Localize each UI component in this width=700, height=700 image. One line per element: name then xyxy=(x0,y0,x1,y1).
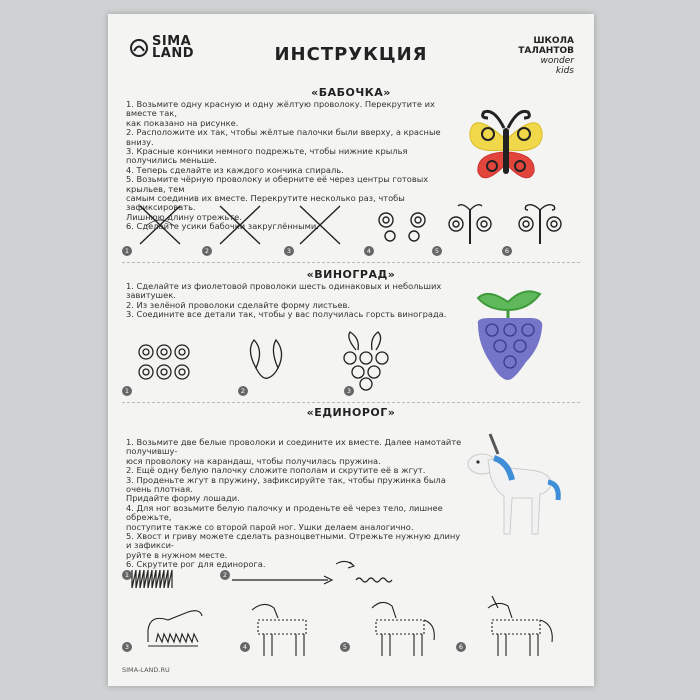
brand-line2: ТАЛАНТОВ xyxy=(518,46,574,56)
butterfly-line: 1. Возьмите одну красную и одну жёлтую проволоку. Перекрутите их вместе так, xyxy=(126,99,435,119)
butterfly-line: как показано на рисунке. xyxy=(126,117,239,128)
grapes-instructions xyxy=(126,282,466,320)
butterfly-step-number: 3 xyxy=(284,246,294,256)
unicorn-step-number: 5 xyxy=(340,642,350,652)
unicorn-line: 3. Проденьте жгут в пружину, зафиксируйте так, чтобы пружинка была очень плотная. xyxy=(126,474,446,495)
butterfly-craft-image xyxy=(464,102,548,194)
unicorn-step-number: 4 xyxy=(240,642,250,652)
unicorn-step-diagrams-bottom xyxy=(128,590,578,662)
grapes-header: «ВИНОГРАД» xyxy=(306,268,396,281)
butterfly-line: 3. Красные кончики немного подрежьте, чтобы нижние крылья получились меньше. xyxy=(126,146,408,166)
butterfly-step-number: 2 xyxy=(202,246,212,256)
butterfly-line: 5. Возьмите чёрную проволоку и оберните её через центры готовых крыльев, тем xyxy=(126,174,429,194)
unicorn-header: «ЕДИНОРОГ» xyxy=(306,406,396,419)
unicorn-line: 1. Возьмите две белые проволоки и соедините их вместе. Далее намотайте получившу- xyxy=(126,437,462,457)
grapes-step-number: 1 xyxy=(122,386,132,396)
logo-line2: LAND xyxy=(152,46,195,61)
brand-logo xyxy=(518,36,574,76)
butterfly-step-diagrams xyxy=(128,200,578,248)
butterfly-line: 4. Теперь сделайте из каждого кончика спираль. xyxy=(126,164,344,175)
butterfly-step-number: 4 xyxy=(364,246,374,256)
divider xyxy=(122,262,580,263)
butterfly-line: самым соединив их вместе. Перекрутите несколько раз, чтобы зафиксировать. xyxy=(126,193,405,213)
unicorn-line: 6. Скрутите рог для единорога. xyxy=(126,559,266,570)
grapes-line: 3. Соедините все детали так, чтобы у вас получилась горсть винограда. xyxy=(126,309,447,320)
unicorn-step-number: 6 xyxy=(456,642,466,652)
brand-line1: ШКОЛА xyxy=(533,36,574,46)
footer-url: SIMA-LAND.RU xyxy=(122,666,170,674)
grapes-step-number: 2 xyxy=(238,386,248,396)
divider xyxy=(122,402,580,403)
logo-line1: SIMA xyxy=(152,34,192,49)
brand-line3: wonder xyxy=(540,56,574,66)
brand-line4: kids xyxy=(555,66,574,76)
grapes-line: 1. Сделайте из фиолетовой проволоки шесть одинаковых и небольших завитушек. xyxy=(126,281,442,301)
unicorn-step-diagrams-top xyxy=(128,560,398,594)
unicorn-line: юся проволоку на карандаш, чтобы получилась пружина. xyxy=(126,455,381,466)
butterfly-header: «БАБОЧКА» xyxy=(311,86,391,99)
unicorn-step-number: 3 xyxy=(122,642,132,652)
unicorn-line: 5. Хвост и гриву можете сделать разноцветными. Отрежьте нужную длину и зафикси- xyxy=(126,531,461,551)
unicorn-line: руйте в нужном месте. xyxy=(126,549,228,560)
butterfly-line: 6. Сделайте усики бабочки закруглёнными. xyxy=(126,221,319,232)
unicorn-line: Придайте форму лошади. xyxy=(126,493,240,504)
unicorn-instructions xyxy=(126,438,466,570)
instruction-sheet xyxy=(108,14,594,686)
page-title: ИНСТРУКЦИЯ xyxy=(274,44,428,65)
butterfly-line: 2. Расположите их так, чтобы жёлтые палочки были вверху, а красные внизу. xyxy=(126,127,441,147)
grapes-step-diagrams xyxy=(128,332,418,390)
butterfly-line: Лишнюю длину отрежьте. xyxy=(126,211,242,222)
grapes-line: 2. Из зелёной проволоки сделайте форму листьев. xyxy=(126,299,351,310)
grapes-craft-image xyxy=(468,288,552,384)
unicorn-line: 4. Для ног возьмите белую палочку и проденьте её через тело, лишнее обрежьте, xyxy=(126,502,443,523)
grapes-step-number: 3 xyxy=(344,386,354,396)
unicorn-line: 2. Ещё одну белую палочку сложите пополам и скрутите её в жгут. xyxy=(126,465,426,476)
butterfly-step-number: 6 xyxy=(502,246,512,256)
unicorn-step-number: 1 xyxy=(122,570,132,580)
butterfly-step-number: 5 xyxy=(432,246,442,256)
unicorn-step-number: 2 xyxy=(220,570,230,580)
unicorn-craft-image xyxy=(460,434,564,538)
unicorn-line: поступите также со второй парой ног. Ушки делаем аналогично. xyxy=(126,521,414,532)
butterfly-step-number: 1 xyxy=(122,246,132,256)
